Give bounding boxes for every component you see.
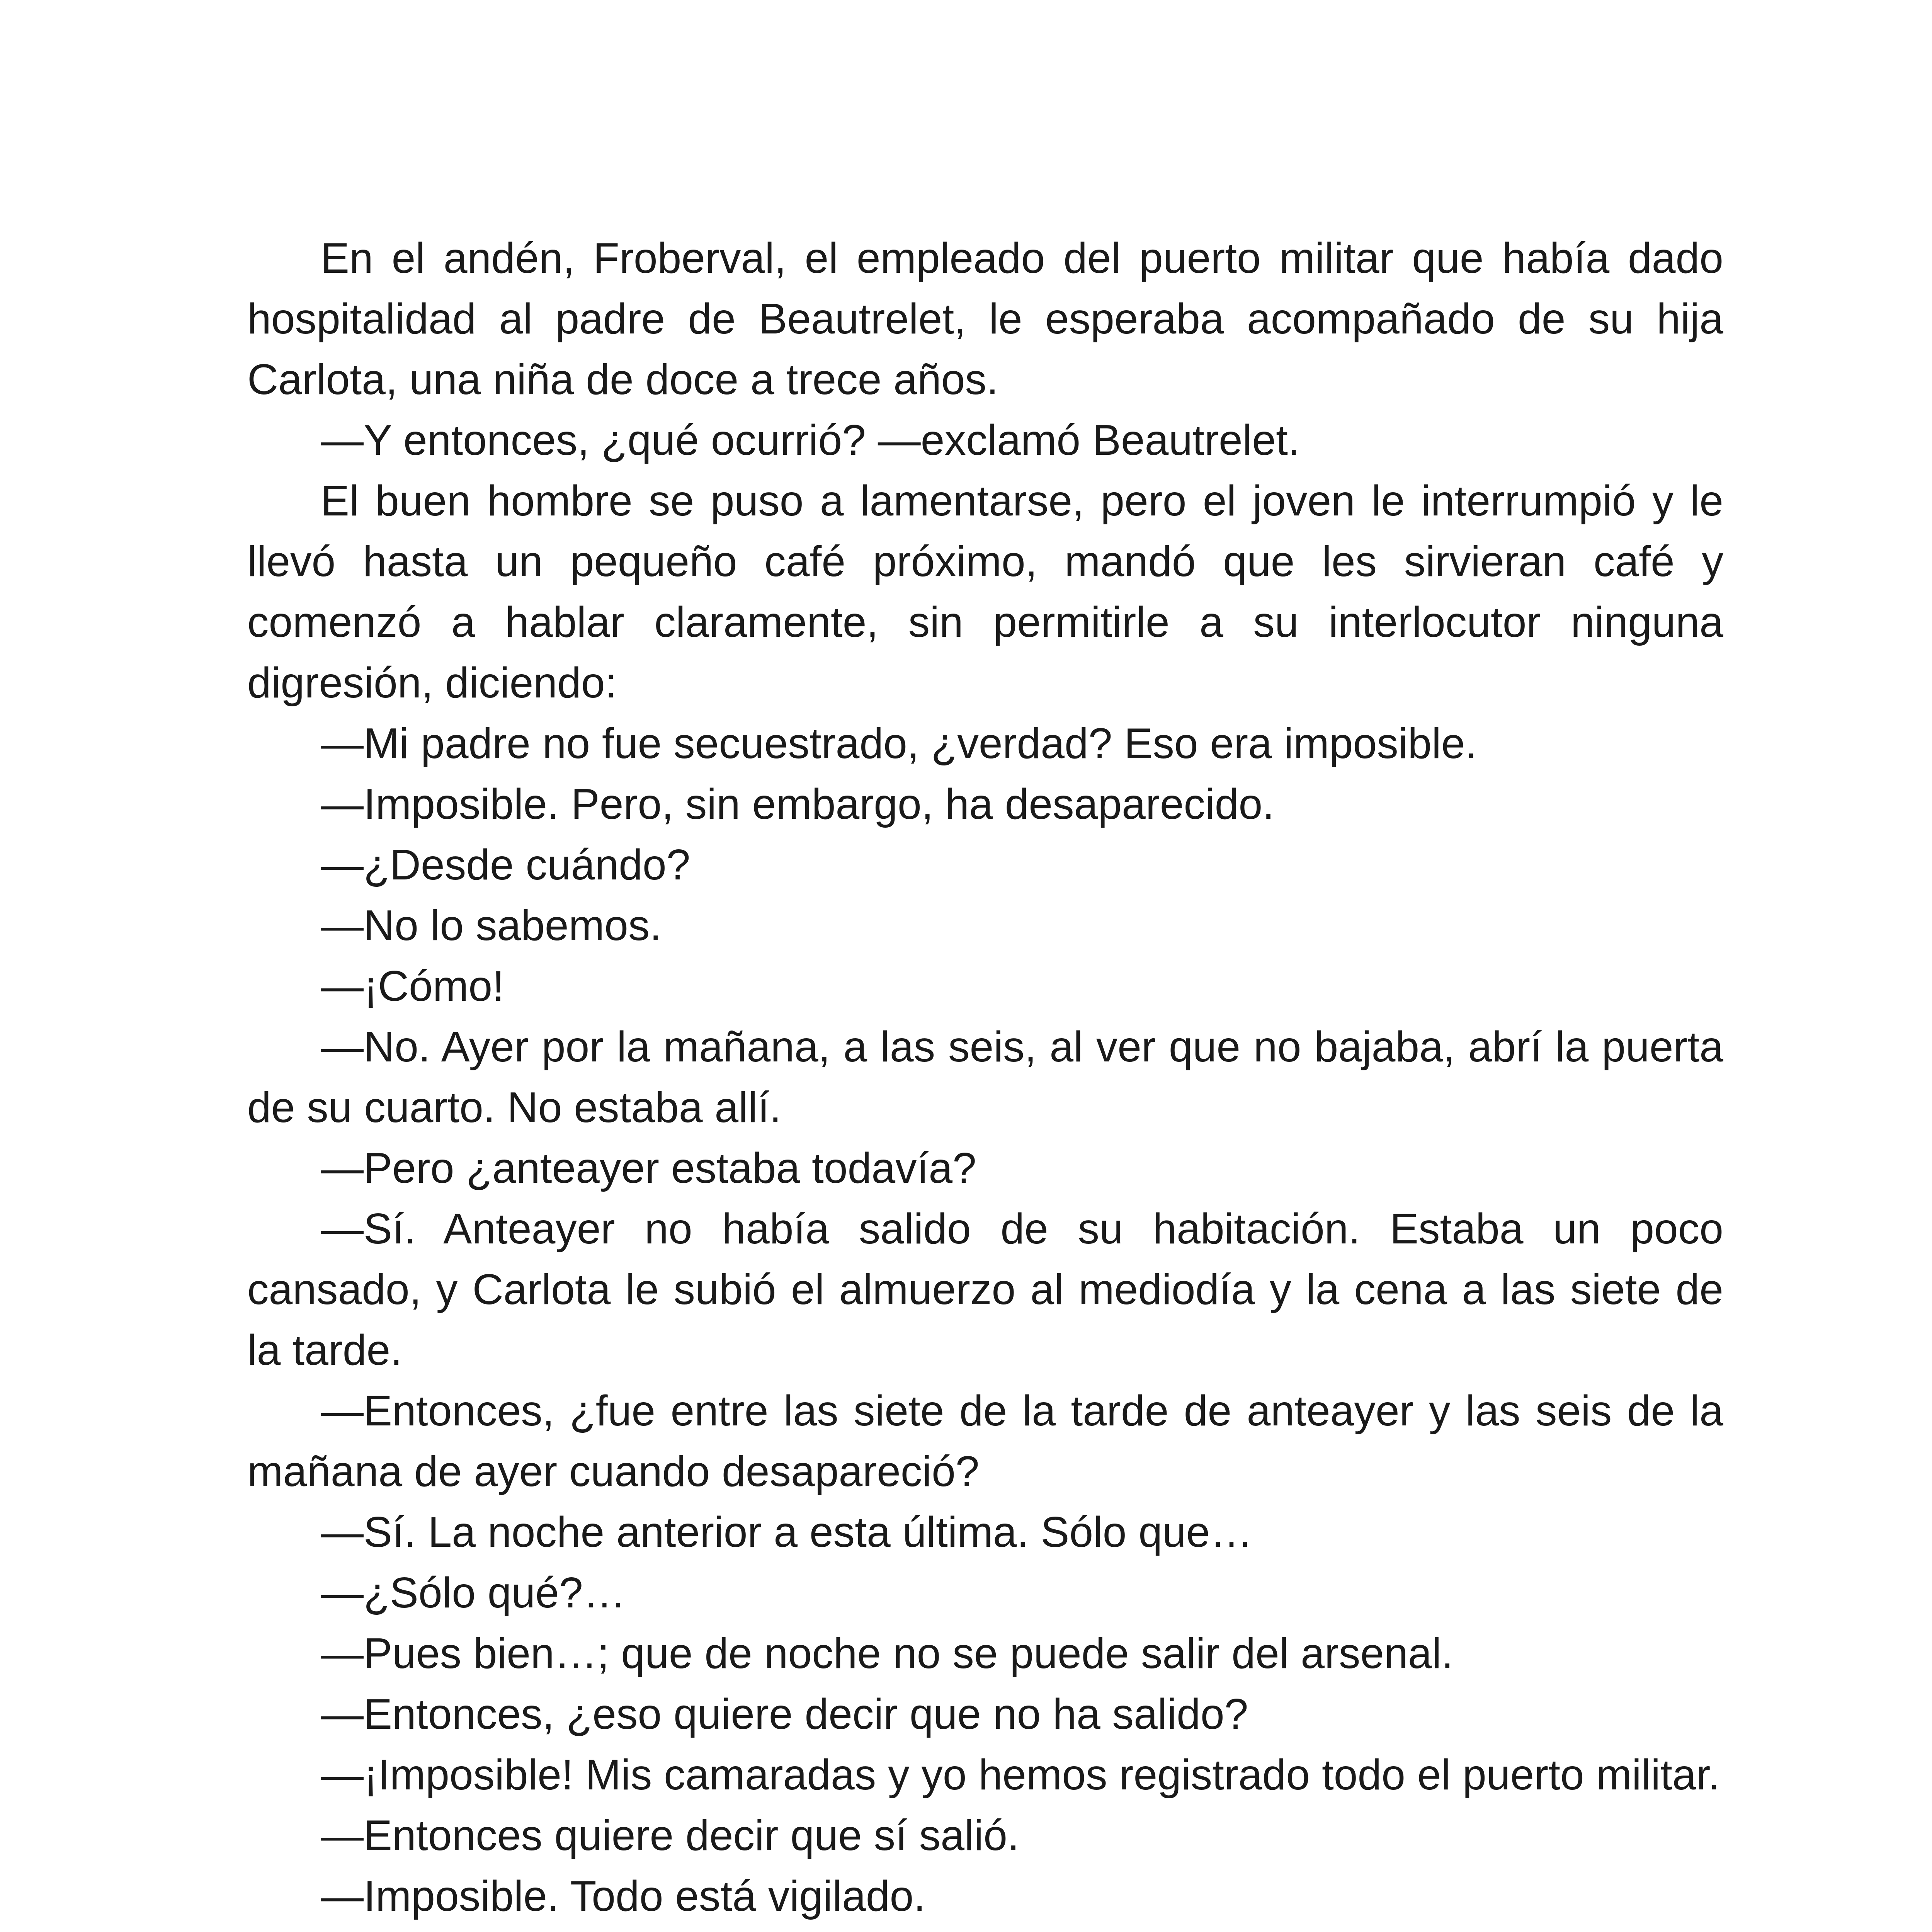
paragraph: —Entonces, ¿fue entre las siete de la tarde de anteayer y las seis de la mañana de ayer cuando desapareció? <box>247 1387 1723 1495</box>
paragraph: —No. Ayer por la mañana, a las seis, al ver que no bajaba, abrí la puerta de su cuarto. No estaba allí. <box>247 1023 1723 1131</box>
paragraph: En el andén, Froberval, el empleado del puerto militar que había dado hospitalidad al padre de Beautrelet, le esperaba acompañado de su hija Carlota, una niña de doce a trece años. <box>247 234 1723 403</box>
paragraph: —Sí. Anteayer no había salido de su habitación. Estaba un poco cansado, y Carlota le subió el almuerzo al mediodía y la cena a las siete de la tarde. <box>247 1205 1723 1374</box>
paragraph: —¡Imposible! Mis camaradas y yo hemos registrado todo el puerto militar. <box>321 1751 1720 1799</box>
paragraph: —Imposible. Pero, sin embargo, ha desaparecido. <box>321 780 1275 828</box>
paragraph: —Sí. La noche anterior a esta última. Sólo que… <box>321 1508 1253 1556</box>
paragraph: —Y entonces, ¿qué ocurrió? —exclamó Beautrelet. <box>321 416 1300 464</box>
body-text <box>247 228 1723 1932</box>
paragraph <box>247 1927 1723 1932</box>
paragraph: —¿Sólo qué?… <box>321 1569 626 1617</box>
paragraph: —Pero ¿anteayer estaba todavía? <box>321 1144 976 1192</box>
paragraph: —¡Cómo! <box>321 962 504 1010</box>
paragraph: —Entonces quiere decir que sí salió. <box>321 1811 1019 1859</box>
paragraph: —¿Desde cuándo? <box>321 841 690 889</box>
paragraph: —No lo sabemos. <box>321 901 662 949</box>
paragraph: —Imposible. Todo está vigilado. <box>321 1872 926 1920</box>
paragraph: —Pues bien…; que de noche no se puede salir del arsenal. <box>321 1629 1454 1677</box>
paragraph: —Entonces, ¿eso quiere decir que no ha salido? <box>321 1690 1248 1738</box>
paragraph: —Mi padre no fue secuestrado, ¿verdad? Eso era imposible. <box>321 719 1477 767</box>
paragraph: El buen hombre se puso a lamentarse, pero el joven le interrumpió y le llevó hasta un pequeño café próximo, mandó que les sirvieran café y comenzó a hablar claramente, sin permitirle a su interlocutor ninguna digresión, diciendo: <box>247 477 1723 707</box>
